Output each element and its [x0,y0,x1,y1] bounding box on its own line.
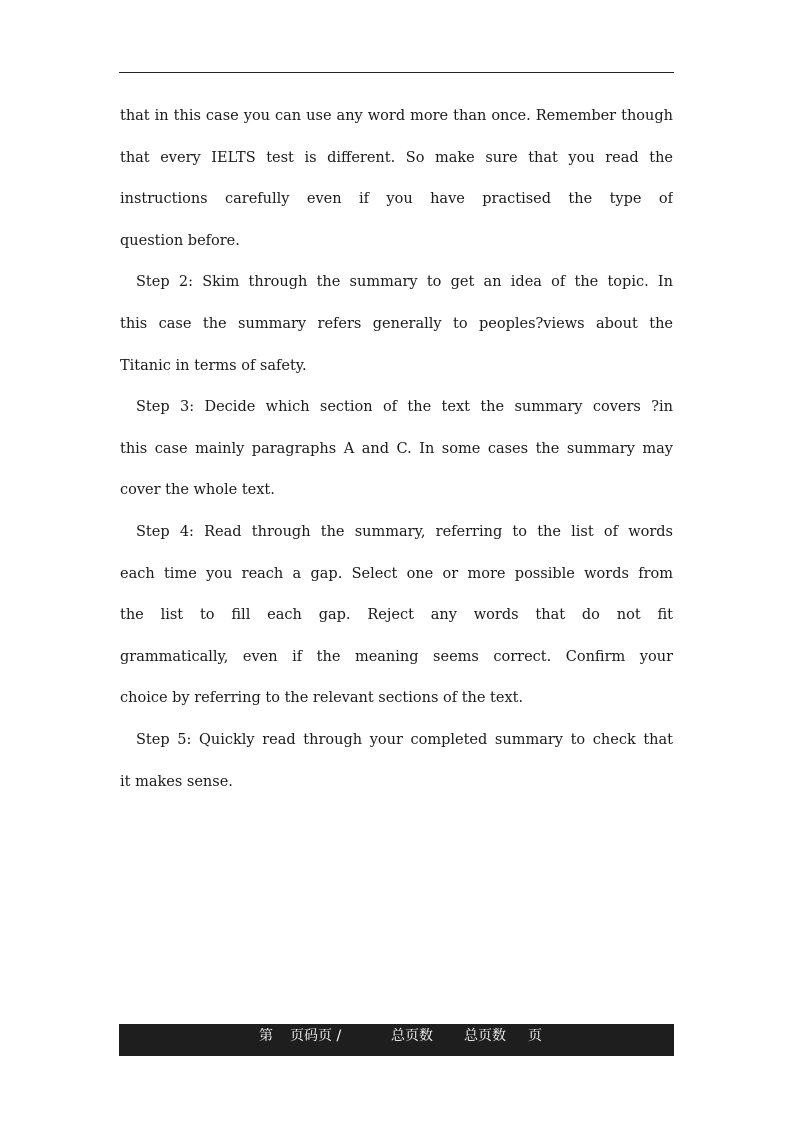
page-footer [119,1024,674,1056]
header-rule [119,72,674,73]
step-3-line: Step 3: Decide which section of the text the summary covers ?in [136,399,673,416]
step-2-line: Step 2: Skim through the summary to get an idea of the topic. In [136,274,673,291]
text-line: choice by referring to the relevant sections of the text. [120,690,524,707]
text-line: instructions carefully even if you have practised the type of [120,191,673,208]
text-line: that every IELTS test is different. So make sure that you read the [120,149,673,166]
text-line: this case the summary refers generally to peoples?views about the [120,315,673,332]
footer-prefix: 第 [259,1028,273,1044]
text-line: cover the whole text. [120,482,275,499]
step-5-line: Step 5: Quickly read through your completed summary to check that [136,731,673,748]
text-line: it makes sense. [120,773,233,790]
step-4-line: Step 4: Read through the summary, referring to the list of words [136,523,673,540]
text-line: grammatically, even if the meaning seems correct. Confirm your [120,648,673,665]
footer-total-pages-repeat: 总页数 [464,1028,506,1044]
document-body [120,96,673,803]
footer-total-pages: 总页数 [391,1028,433,1044]
text-line: this case mainly paragraphs A and C. In some cases the summary may [120,440,673,457]
text-line: question before. [120,232,240,249]
text-line: Titanic in terms of safety. [120,357,307,374]
text-line: each time you reach a gap. Select one or more possible words from [120,565,673,582]
text-line: that in this case you can use any word more than once. Remember though [120,108,673,124]
footer-suffix: 页 [528,1028,542,1044]
text-line: the list to fill each gap. Reject any words that do not fit [120,607,673,624]
footer-page-code: 页码页 / [290,1028,342,1044]
